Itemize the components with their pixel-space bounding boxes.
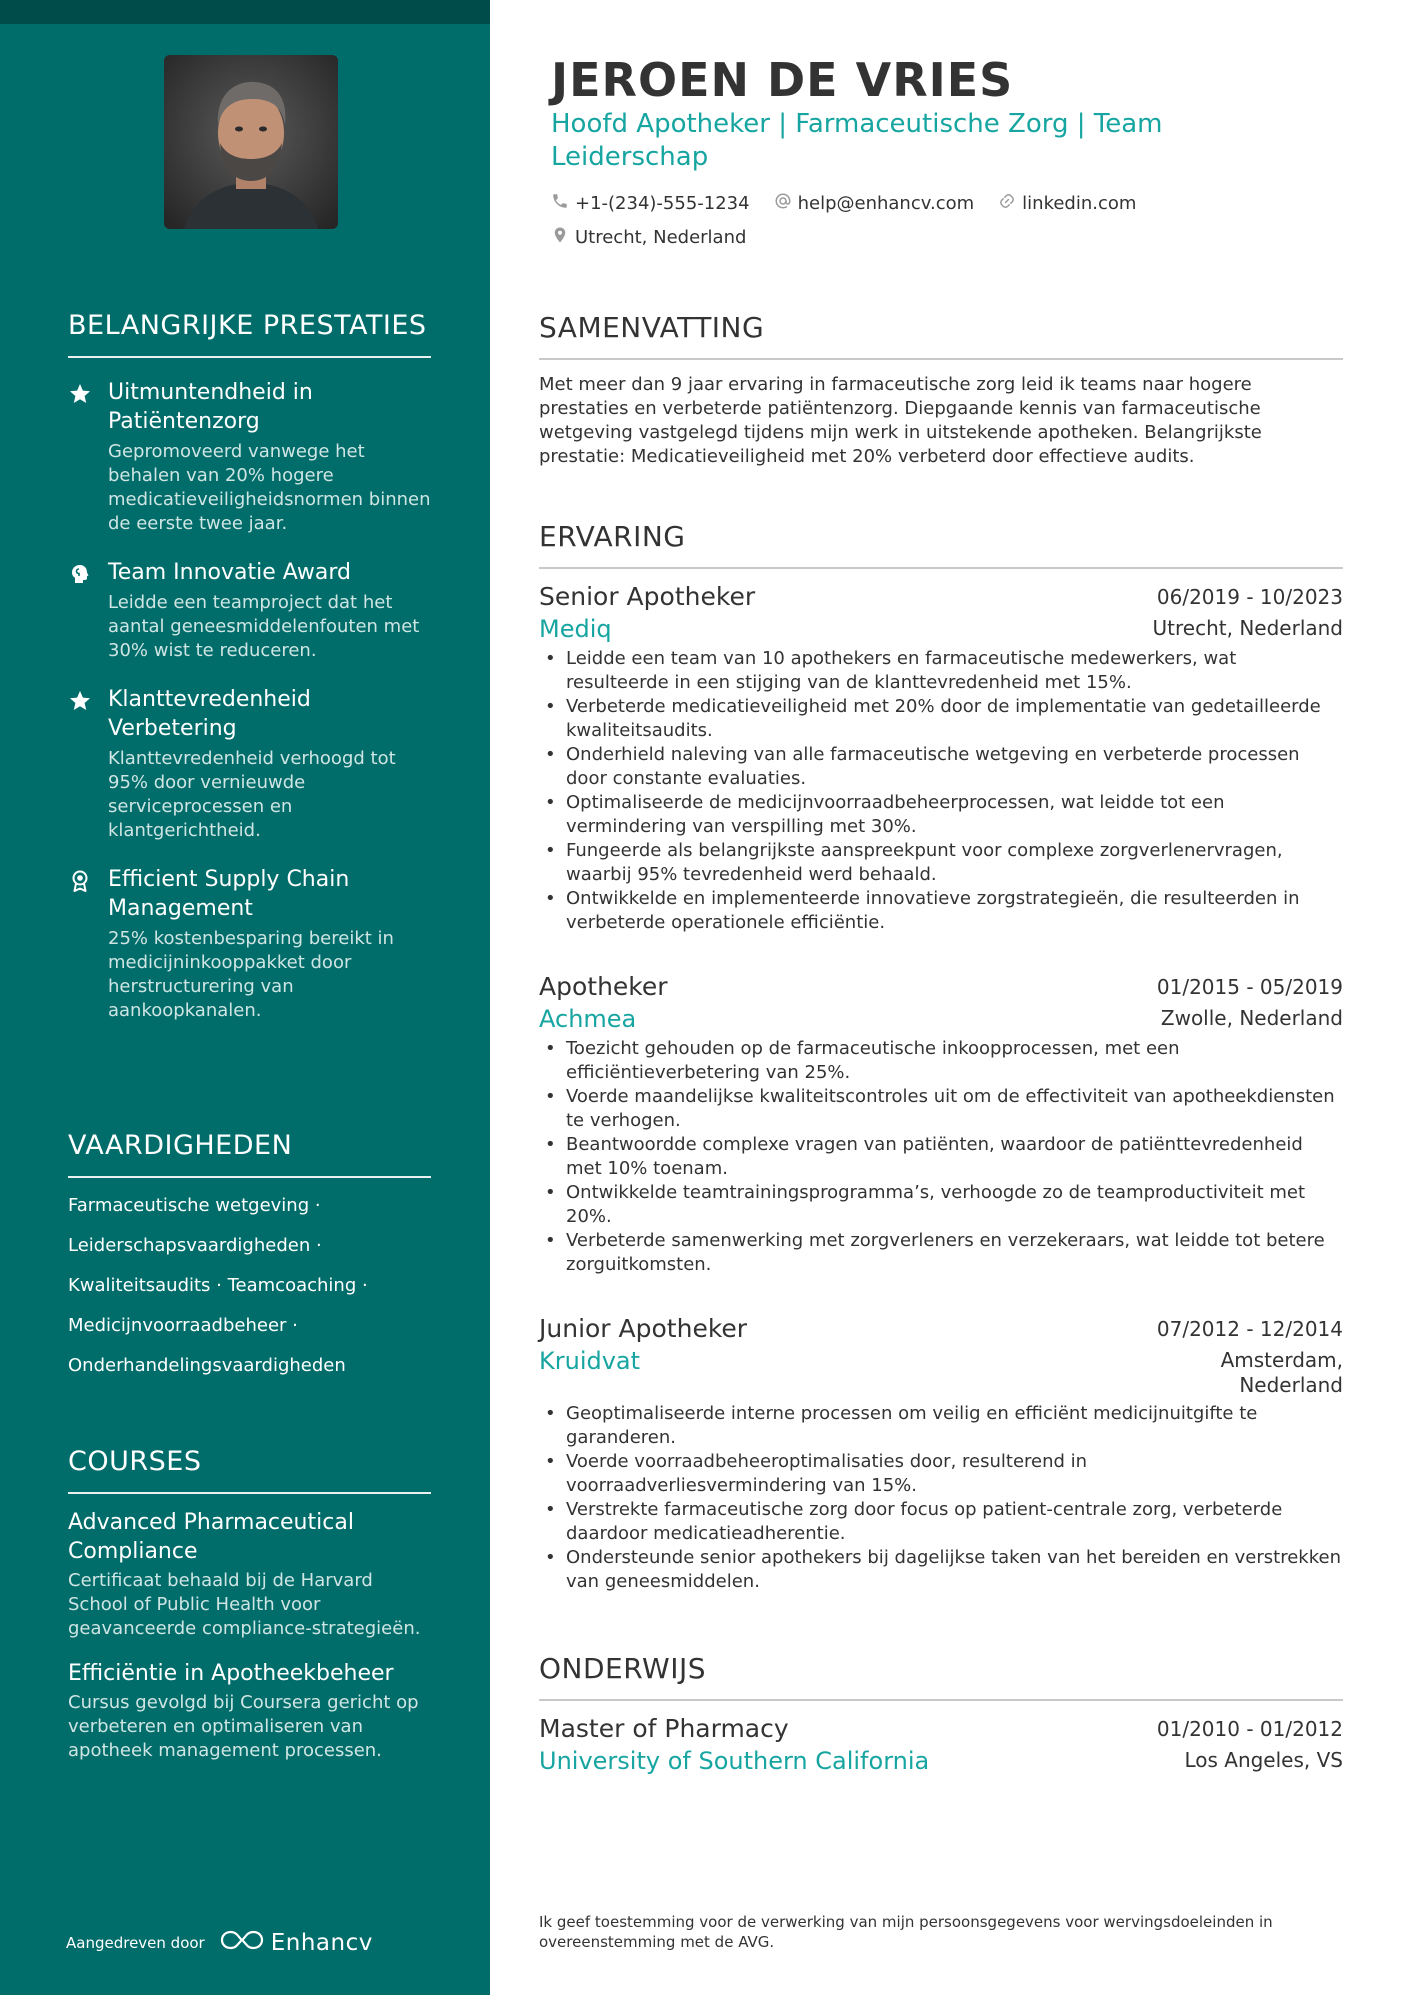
achievements-section [68, 308, 431, 1023]
achievement-description: 25% kostenbesparing bereikt in medicijninkooppakket door herstructurering van aankoopkanalen. [108, 928, 394, 1021]
job-bullets [539, 1037, 1343, 1277]
email-address: help@enhancv.com [797, 193, 975, 214]
company-name: Achmea [539, 1005, 637, 1033]
phone-number: +1-(234)-555-1234 [575, 193, 750, 214]
achievement-description: Leidde een teamproject dat het aantal geneesmiddelenfouten met 30% wist te reduceren. [108, 592, 420, 661]
linkedin-contact[interactable] [998, 192, 1136, 216]
course-item [68, 1508, 431, 1641]
section-divider [539, 358, 1343, 360]
job-location: Utrecht, Nederland [1152, 616, 1343, 640]
skills-section [68, 1128, 431, 1394]
sidebar [0, 0, 490, 1995]
job-dates: 07/2012 - 12/2014 [1156, 1317, 1343, 1341]
company-name: Mediq [539, 615, 612, 643]
location-text: Utrecht, Nederland [575, 227, 747, 248]
skill-line: Farmaceutische wetgeving · [68, 1195, 321, 1216]
candidate-name: JEROEN DE VRIES [551, 53, 1014, 107]
list-item: • Voerde voorraadbeheeroptimalisaties door, resulterend in voorraadverliesvermindering van 15%. [539, 1450, 1343, 1498]
education-entry [539, 1713, 1343, 1777]
at-icon [774, 192, 792, 216]
list-item: • Ondersteunde senior apothekers bij dagelijkse taken van het bereiden en verstrekken van geneesmiddelen. [539, 1546, 1343, 1594]
courses-section [68, 1444, 431, 1763]
education-dates: 01/2010 - 01/2012 [1156, 1717, 1343, 1741]
location-contact [551, 226, 746, 250]
email-contact[interactable] [774, 192, 975, 216]
achievement-description: Klanttevredenheid verhoogd tot 95% door vernieuwde serviceprocessen en klantgerichtheid. [108, 748, 396, 841]
job-bullets [539, 1402, 1343, 1594]
job-title: Junior Apotheker [539, 1314, 748, 1343]
list-item: • Verbeterde samenwerking met zorgverleners en verzekeraars, wat leidde tot betere zorguitkomsten. [539, 1229, 1343, 1277]
skill-line: Medicijnvoorraadbeheer · [68, 1315, 298, 1336]
powered-by-label: Aangedreven door [66, 1934, 205, 1952]
courses-title: COURSES [68, 1446, 202, 1477]
brand-name: Enhancv [270, 1930, 373, 1956]
list-item: • Toezicht gehouden op de farmaceutische inkoopprocessen, met een efficiëntieverbetering van 25%. [539, 1037, 1343, 1085]
achievements-title: BELANGRIJKE PRESTATIES [68, 310, 427, 341]
candidate-headline: Hoofd Apotheker | Farmaceutische Zorg | Team Leiderschap [551, 109, 1163, 172]
phone-icon [551, 192, 569, 216]
summary-title: SAMENVATTING [539, 311, 765, 344]
job-entry [539, 971, 1343, 1277]
gdpr-consent-note: Ik geef toestemming voor de verwerking van mijn persoonsgegevens voor wervingsdoeleinden in overeenstemming met de AVG. [539, 1913, 1273, 1951]
achievement-description: Gepromoveerd vanwege het behalen van 20% hogere medicatieveiligheidsnormen binnen de eerste twee jaar. [108, 441, 431, 534]
summary-text: Met meer dan 9 jaar ervaring in farmaceutische zorg leid ik teams naar hogere prestaties en verbeterde patiëntenzorg. Diepgaande kennis van farmaceutische wetgeving vastgelegd tijdens mijn werk in uitstekende apotheken. Belangrijkste prestatie: Medicatieveiligheid met 20% verbeterd door effectieve audits. [539, 374, 1262, 467]
powered-by [66, 1928, 373, 1958]
achievement-item [68, 865, 431, 1023]
skill-line: Leiderschapsvaardigheden · [68, 1235, 322, 1256]
education-location: Los Angeles, VS [1184, 1748, 1343, 1772]
brain-icon [68, 562, 92, 586]
contact-info [551, 192, 1191, 260]
job-entry [539, 581, 1343, 935]
section-divider [68, 1176, 431, 1178]
job-bullets [539, 647, 1343, 935]
achievement-title: Team Innovatie Award [108, 560, 351, 585]
achievement-item [68, 558, 431, 663]
education-title: ONDERWIJS [539, 1652, 707, 1685]
list-item: • Verbeterde medicatieveiligheid met 20% door de implementatie van gedetailleerde kwaliteitsaudits. [539, 695, 1343, 743]
company-name: Kruidvat [539, 1347, 641, 1375]
section-divider [68, 1492, 431, 1494]
job-dates: 01/2015 - 05/2019 [1156, 975, 1343, 999]
achievement-title: Klanttevredenheid Verbetering [108, 687, 311, 741]
achievement-item [68, 685, 431, 843]
list-item: • Fungeerde als belangrijkste aanspreekpunt voor complexe zorgverlenervragen, waarbij 95% tevredenheid werd behaald. [539, 839, 1343, 887]
skill-line: Onderhandelingsvaardigheden [68, 1355, 346, 1376]
list-item: • Optimaliseerde de medicijnvoorraadbeheerprocessen, wat leidde tot een vermindering van verspilling met 30%. [539, 791, 1343, 839]
star-icon [68, 382, 92, 406]
profile-photo [164, 55, 338, 229]
list-item: • Geoptimaliseerde interne processen om veilig en efficiënt medicijnuitgifte te garanderen. [539, 1402, 1343, 1450]
list-item: • Onderhield naleving van alle farmaceutische wetgeving en verbeterde processen door constante evaluaties. [539, 743, 1343, 791]
link-icon [998, 192, 1016, 216]
list-item: • Voerde maandelijkse kwaliteitscontroles uit om de effectiviteit van apotheekdiensten te verhogen. [539, 1085, 1343, 1133]
enhancv-logo[interactable] [219, 1928, 373, 1958]
job-title: Apotheker [539, 972, 668, 1001]
job-location: Zwolle, Nederland [1160, 1006, 1343, 1030]
achievement-item [68, 378, 431, 536]
course-title: Efficiëntie in Apotheekbeheer [68, 1661, 394, 1686]
phone-contact[interactable] [551, 192, 750, 216]
job-title: Senior Apotheker [539, 582, 756, 611]
list-item: • Beantwoordde complexe vragen van patiënten, waardoor de patiënttevredenheid met 10% toenam. [539, 1133, 1343, 1181]
location-pin-icon [551, 226, 569, 250]
infinity-icon [219, 1928, 265, 1958]
achievement-title: Efficient Supply Chain Management [108, 867, 350, 921]
course-title: Advanced Pharmaceutical Compliance [68, 1510, 354, 1564]
job-dates: 06/2019 - 10/2023 [1156, 585, 1343, 609]
course-description: Cursus gevolgd bij Coursera gericht op verbeteren en optimaliseren van apotheek management processen. [68, 1692, 419, 1761]
achievement-title: Uitmuntendheid in Patiëntenzorg [108, 380, 313, 434]
linkedin-url: linkedin.com [1022, 193, 1137, 214]
award-icon [68, 869, 92, 893]
course-description: Certificaat behaald bij de Harvard School of Public Health voor geavanceerde compliance-strategieën. [68, 1570, 421, 1639]
list-item: • Verstrekte farmaceutische zorg door focus op patient-centrale zorg, verbeterde daardoor medicatieadherentie. [539, 1498, 1343, 1546]
star-icon [68, 689, 92, 713]
list-item: • Leidde een team van 10 apothekers en farmaceutische medewerkers, wat resulteerde in een stijging van de klanttevredenheid met 15%. [539, 647, 1343, 695]
sidebar-top-bar [0, 0, 490, 24]
job-location: Amsterdam, Nederland [1220, 1348, 1343, 1397]
section-divider [539, 1699, 1343, 1701]
section-divider [68, 356, 431, 358]
list-item: • Ontwikkelde teamtrainingsprogramma’s, verhoogde zo de teamproductiviteit met 20%. [539, 1181, 1343, 1229]
course-item [68, 1659, 431, 1763]
experience-title: ERVARING [539, 520, 686, 553]
skill-line: Kwaliteitsaudits · Teamcoaching · [68, 1275, 368, 1296]
job-entry [539, 1313, 1343, 1594]
list-item: • Ontwikkelde en implementeerde innovatieve zorgstrategieën, die resulteerden in verbeterde operationele efficiëntie. [539, 887, 1343, 935]
skills-title: VAARDIGHEDEN [68, 1130, 293, 1161]
school-name: University of Southern California [539, 1747, 930, 1775]
degree-title: Master of Pharmacy [539, 1714, 789, 1743]
section-divider [539, 567, 1343, 569]
